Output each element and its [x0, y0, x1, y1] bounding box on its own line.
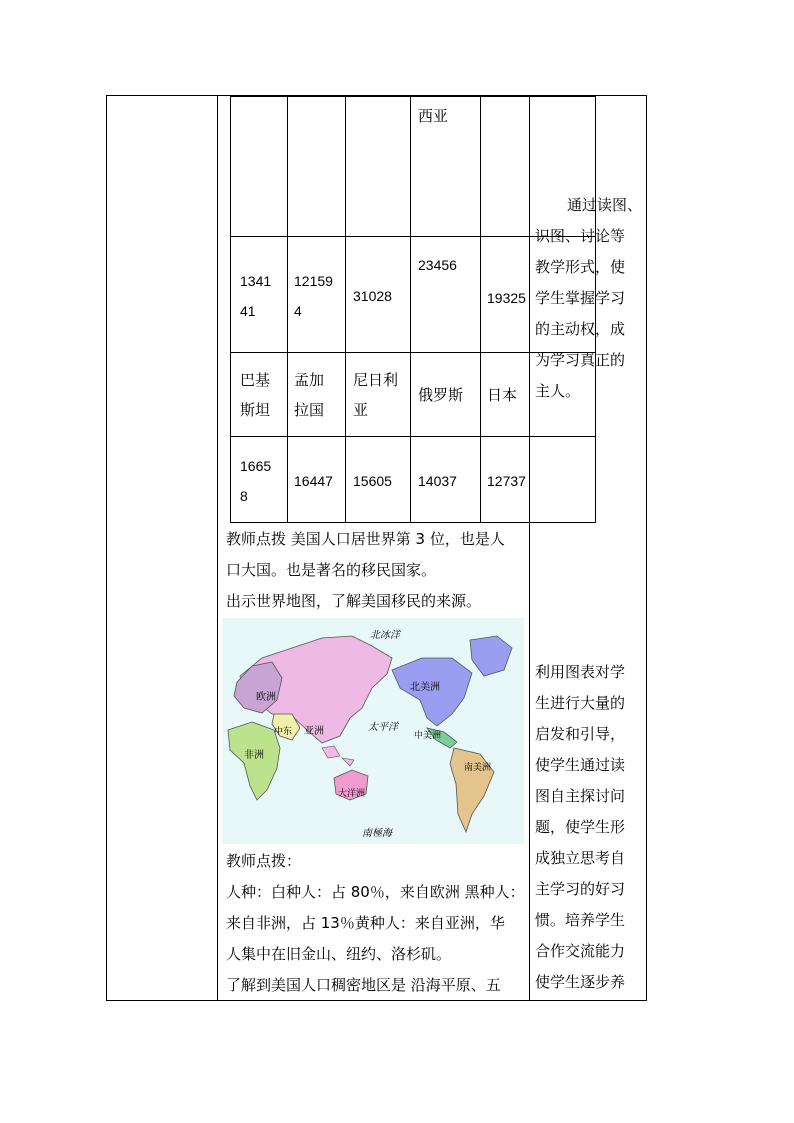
right-note-2-line: 成独立思考自 [535, 849, 626, 867]
inner-table-col-4 [480, 96, 481, 523]
table-cell-r3-c1-b: 8 [240, 488, 248, 504]
table-cell-r3-c4: 14037 [418, 473, 457, 489]
right-note-2-line: 合作交流能力 [535, 942, 626, 960]
table-cell-country-2a: 孟加 [294, 371, 325, 389]
column-divider-1 [217, 95, 218, 1001]
table-cell-r3-c5: 12737 [487, 473, 526, 489]
table-cell-r3-c3: 15605 [353, 473, 392, 489]
map-label-oceania: 大洋洲 [338, 789, 366, 799]
right-note-1-line: 学生掌握学习 [535, 289, 626, 307]
table-cell-r1-c4: 23456 [418, 257, 457, 273]
teacher-note-dense-areas: 了解到美国人口稠密地区是 沿海平原、五 [226, 976, 501, 994]
map-label-pacific: 太平洋 [368, 722, 398, 733]
map-label-africa: 非洲 [244, 750, 264, 761]
teacher-note-race-2: 来自非洲，占 13％黄种人：来自亚洲，华 [226, 914, 505, 932]
right-note-1-line: 的主动权，成 [535, 320, 626, 338]
right-note-2-line: 生进行大量的 [535, 694, 626, 712]
inner-table-top [230, 96, 596, 97]
right-note-2-line: 题，使学生形 [535, 818, 626, 836]
right-note-2-line: 启发和引导， [535, 725, 626, 743]
table-cell-country-3b: 亚 [353, 401, 369, 419]
table-cell-r1-c2-b: 4 [294, 303, 302, 319]
inner-table-bottom [230, 522, 596, 523]
teacher-note-race-heading: 教师点拨： [226, 852, 302, 870]
table-header-west-asia: 西亚 [418, 107, 449, 125]
table-cell-r1-c1-b: 41 [240, 303, 256, 319]
outer-right-border [646, 95, 647, 1001]
table-cell-country-5: 日本 [487, 386, 518, 404]
right-note-1-line: 为学习真正的 [535, 351, 626, 369]
map-label-europe: 欧洲 [256, 692, 276, 703]
right-note-2-line: 使学生通过读 [535, 756, 626, 774]
teacher-note-race-3: 人集中在旧金山、纽约、洛杉矶。 [226, 945, 452, 963]
inner-table-col-3 [410, 96, 411, 523]
map-label-asia: 亚洲 [304, 726, 324, 737]
right-note-2-line: 惯。培养学生 [535, 911, 626, 929]
map-label-middle-east: 中东 [274, 727, 293, 737]
table-cell-r1-c3: 31028 [353, 288, 392, 304]
world-map [222, 618, 524, 844]
inner-table-col-0 [230, 96, 231, 523]
outer-left-border [106, 95, 107, 1001]
table-cell-r1-c5: 19325 [487, 290, 526, 306]
right-note-2-line: 主学习的好习 [535, 880, 626, 898]
map-label-arctic: 北冰洋 [370, 630, 400, 641]
map-label-antarctic: 南極海 [362, 828, 392, 839]
table-cell-country-4: 俄罗斯 [418, 386, 464, 404]
table-cell-r1-c1-a: 1341 [240, 273, 272, 289]
right-note-1-line: 识图、讨论等 [535, 227, 626, 245]
inner-table-row-line-3 [230, 436, 596, 437]
map-label-north-america: 北美洲 [410, 682, 440, 693]
teacher-note-race-1: 人种：白种人：占 80％，来自欧洲 黑种人： [226, 883, 525, 901]
right-note-1-line: 主人。 [535, 382, 581, 400]
right-note-1-line: 教学形式，使 [535, 258, 626, 276]
table-cell-country-1b: 斯坦 [240, 401, 271, 419]
table-cell-r3-c1-a: 1665 [240, 458, 272, 474]
right-note-1-line: 通过读图、 [567, 196, 643, 214]
table-cell-country-1a: 巴基 [240, 371, 271, 389]
map-label-central-america: 中美洲 [414, 731, 442, 741]
show-world-map-text: 出示世界地图，了解美国移民的来源。 [226, 592, 482, 610]
table-cell-country-3a: 尼日利 [353, 371, 399, 389]
column-divider-2 [529, 95, 530, 1001]
right-note-2-line: 图自主探讨问 [535, 787, 626, 805]
inner-table-col-2 [345, 96, 346, 523]
teacher-note-population: 教师点拨 美国人口居世界第 3 位，也是人 [226, 530, 505, 548]
map-label-south-america: 南美洲 [464, 763, 492, 773]
right-note-2-line: 利用图表对学 [535, 663, 626, 681]
table-cell-r1-c2-a: 12159 [294, 273, 333, 289]
table-cell-r3-c2: 16447 [294, 473, 333, 489]
table-cell-country-2b: 拉国 [294, 401, 325, 419]
right-note-2-line: 使学生逐步养 [535, 973, 626, 991]
teacher-note-population-cont: 口大国。也是著名的移民国家。 [226, 561, 437, 579]
inner-table-col-1 [287, 96, 288, 523]
